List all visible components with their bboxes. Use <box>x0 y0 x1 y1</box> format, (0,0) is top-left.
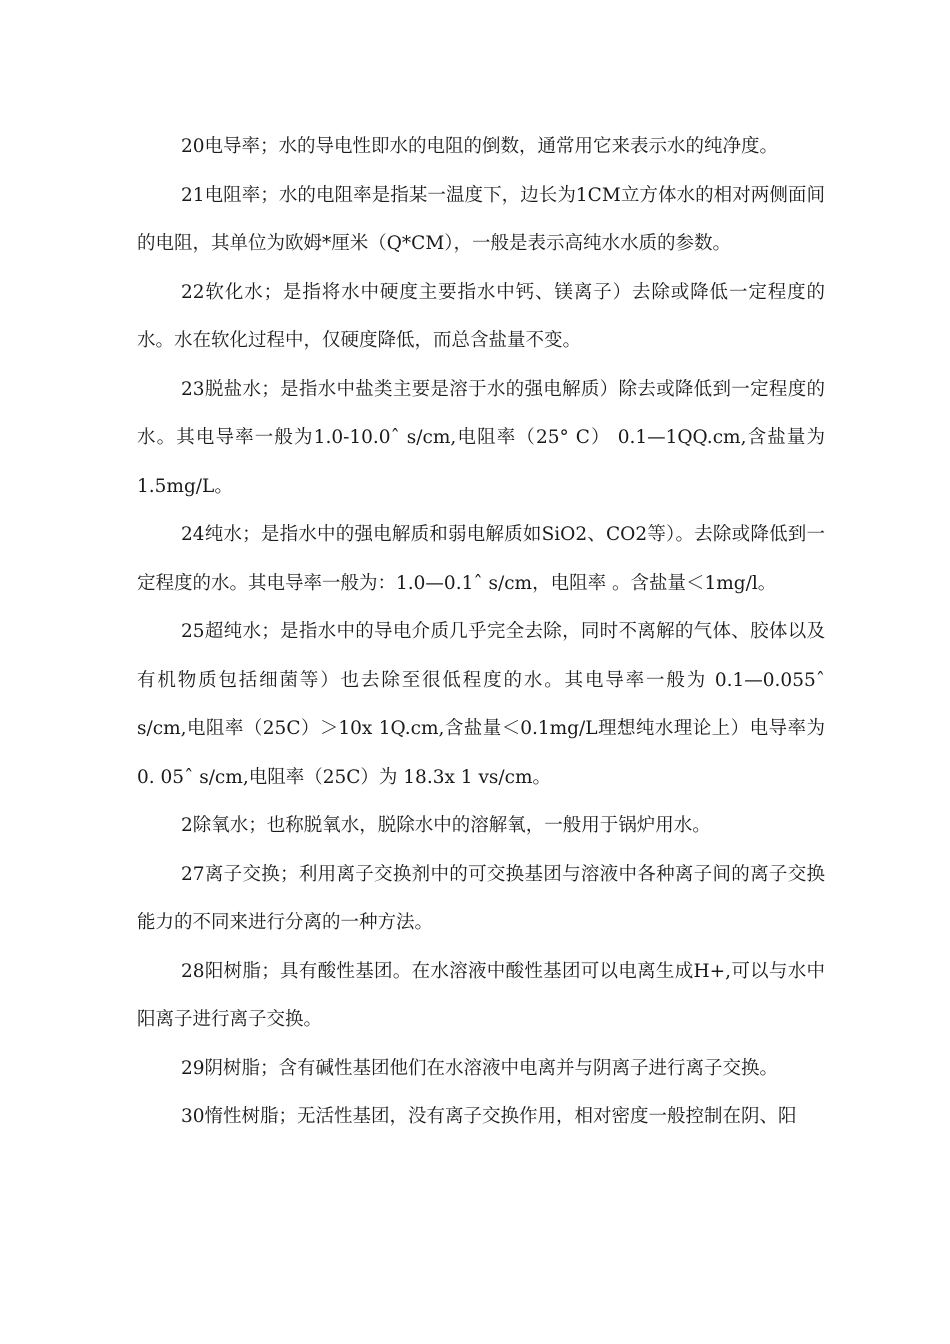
paragraph-27-ion-exchange: 27离子交换；利用离子交换剂中的可交换基团与溶液中各种离子间的离子交换能力的不同来进行分离的一种方法。 <box>137 863 825 933</box>
paragraph-24-pure-water: 24纯水；是指水中的强电解质和弱电解质如SiO2、CO2等）。去除或降低到一定程度的水。其电导率一般为：1.0—0.1ˆ s/cm，电阻率 。含盐量＜1mg/l。 <box>137 524 825 594</box>
paragraph-23-desalinated-water: 23脱盐水；是指水中盐类主要是溶于水的强电解质）除去或降低到一定程度的水。其电导率一般为1.0-10.0ˆ s/cm,电阻率（25° C） 0.1—1QQ.cm,含盐量为 1.5mg/L。 <box>137 378 825 497</box>
paragraph-26-deoxygenated-water: 2除氧水；也称脱氧水，脱除水中的溶解氧，一般用于锅炉用水。 <box>181 815 711 836</box>
paragraph-29-anion-resin: 29阴树脂；含有碱性基团他们在水溶液中电离并与阴离子进行离子交换。 <box>181 1057 779 1079</box>
paragraph-30-inert-resin: 30惰性树脂；无活性基团，没有离子交换作用，相对密度一般控制在阴、阳 <box>181 1106 797 1127</box>
paragraph-20-conductivity: 20电导率；水的导电性即水的电阻的倒数，通常用它来表示水的纯净度。 <box>181 136 779 157</box>
paragraph-25-ultrapure-water: 25超纯水；是指水中的导电介质几乎完全去除，同时不离解的气体、胶体以及有机物质包括细菌等）也去除至很低程度的水。其电导率一般为 0.1—0.055ˆ s/cm,电阻率（25C）＞10x 1Q.cm,含盐量＜0.1mg/L理想纯水理论上）电导率为0. 05ˆ s/cm,电阻率（25C）为 18.3x 1 vs/cm。 <box>137 621 825 788</box>
document-body <box>137 123 825 1142</box>
paragraph-28-cation-resin: 28阳树脂；具有酸性基团。在水溶液中酸性基团可以电离生成H+,可以与水中阳离子进行离子交换。 <box>137 960 825 1030</box>
paragraph-22-softened-water: 22软化水；是指将水中硬度主要指水中钙、镁离子）去除或降低一定程度的水。水在软化过程中，仅硬度降低，而总含盐量不变。 <box>137 281 825 351</box>
paragraph-21-resistivity: 21电阻率；水的电阻率是指某一温度下，边长为1CM立方体水的相对两侧面间的电阻，其单位为欧姆*厘米（Q*CM），一般是表示高纯水水质的参数。 <box>137 184 825 254</box>
